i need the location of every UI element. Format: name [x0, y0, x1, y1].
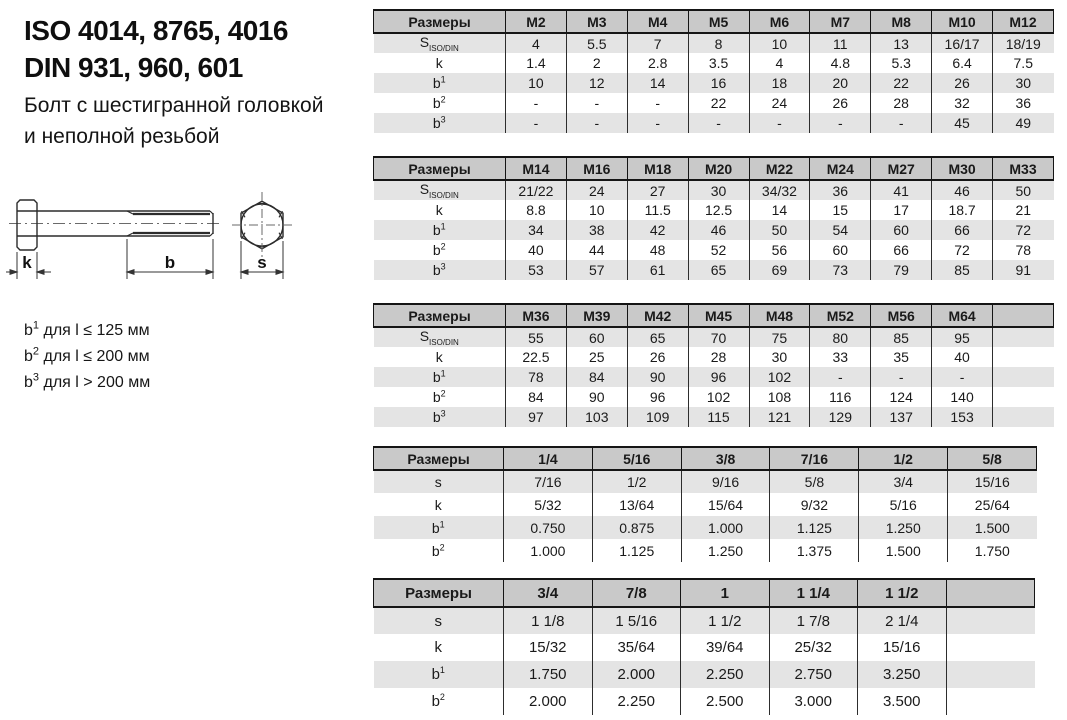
table-cell: 13 — [871, 33, 932, 53]
column-header: M30 — [932, 157, 993, 180]
table-cell: 116 — [810, 387, 871, 407]
table-cell: 2.500 — [681, 688, 770, 715]
table-cell: 1.750 — [948, 539, 1037, 562]
table-cell: - — [932, 367, 993, 387]
table-header-row — [374, 447, 1037, 470]
product-name-line-2: и неполной резьбой — [24, 125, 220, 148]
table-cell: 65 — [627, 327, 688, 347]
column-header: M56 — [871, 304, 932, 327]
table-cell — [993, 347, 1054, 367]
table-cell — [993, 367, 1054, 387]
table-cell: 8 — [688, 33, 749, 53]
table-cell: 1.375 — [770, 539, 859, 562]
row-label: $b^3$ — [432, 114, 446, 131]
table-cell: - — [627, 113, 688, 133]
column-header: 5/8 — [948, 447, 1037, 470]
table-cell: 17 — [871, 200, 932, 220]
table-row — [374, 493, 1037, 516]
column-header: M45 — [688, 304, 749, 327]
table-cell: 40 — [506, 240, 567, 260]
table-cell: 24 — [566, 180, 627, 200]
table-cell: 15 — [810, 200, 871, 220]
table-row — [374, 53, 1054, 73]
table-cell: - — [506, 113, 567, 133]
table-cell: 1.4 — [506, 53, 567, 73]
table-cell: 2.000 — [592, 661, 681, 688]
table-cell: 1.500 — [859, 539, 948, 562]
table-cell: 1 7/8 — [769, 607, 858, 634]
table-cell: 108 — [749, 387, 810, 407]
table-cell — [946, 688, 1035, 715]
table-cell — [993, 387, 1054, 407]
table-cell — [993, 327, 1054, 347]
table-cell: - — [871, 113, 932, 133]
column-header: 7/16 — [770, 447, 859, 470]
table-cell: 44 — [566, 240, 627, 260]
table-cell: 15/64 — [681, 493, 770, 516]
table-row — [374, 200, 1054, 220]
table-cell: - — [688, 113, 749, 133]
table-cell: - — [506, 93, 567, 113]
row-label: $b^3$ — [432, 408, 446, 425]
table-cell: 20 — [810, 73, 871, 93]
table-cell: 12.5 — [688, 200, 749, 220]
table-cell: 85 — [871, 327, 932, 347]
table-cell: 85 — [932, 260, 993, 280]
table-cell: 1.000 — [681, 516, 770, 539]
table-cell: 2.750 — [769, 661, 858, 688]
table-cell: 2.250 — [681, 661, 770, 688]
column-header: M16 — [566, 157, 627, 180]
table-cell: 27 — [627, 180, 688, 200]
row-label: s — [434, 474, 442, 490]
table-cell: - — [566, 113, 627, 133]
table-cell: 1.250 — [681, 539, 770, 562]
table-cell: 30 — [688, 180, 749, 200]
table-cell: 121 — [749, 407, 810, 427]
table-cell: 1/2 — [592, 470, 681, 493]
table-cell: 22 — [871, 73, 932, 93]
dimensions-table-m2-m12 — [373, 9, 1054, 133]
column-header: M10 — [932, 10, 993, 33]
table-cell: 69 — [749, 260, 810, 280]
row-label: $b^2$ — [431, 692, 445, 710]
table-cell: - — [627, 93, 688, 113]
column-header: M64 — [932, 304, 993, 327]
row-label: $S_{ISO/DIN}$ — [419, 34, 459, 53]
table-cell: 1.000 — [504, 539, 593, 562]
row-label: k — [434, 639, 442, 656]
table-cell — [993, 407, 1054, 427]
size-column-header: Размеры — [374, 10, 506, 33]
table-cell: 60 — [566, 327, 627, 347]
table-row — [374, 367, 1054, 387]
dimensions-table-m36-m64 — [373, 303, 1054, 427]
table-cell: 30 — [993, 73, 1054, 93]
table-cell: 50 — [749, 220, 810, 240]
row-label: $S_{ISO/DIN}$ — [419, 181, 459, 200]
table-cell: - — [810, 367, 871, 387]
table-cell: 96 — [688, 367, 749, 387]
table-cell: 41 — [871, 180, 932, 200]
table-cell: 78 — [993, 240, 1054, 260]
table-cell: 28 — [688, 347, 749, 367]
table-cell: 46 — [932, 180, 993, 200]
bolt-head-side-view — [17, 200, 37, 250]
column-header: M20 — [688, 157, 749, 180]
table-cell: 80 — [810, 327, 871, 347]
table-cell: 2.8 — [627, 53, 688, 73]
table-row — [374, 113, 1054, 133]
column-header: M8 — [871, 10, 932, 33]
column-header: 1 1/2 — [858, 579, 947, 607]
table-cell: 18/19 — [993, 33, 1054, 53]
table-cell: 54 — [810, 220, 871, 240]
table-cell: 25/64 — [948, 493, 1037, 516]
column-header: 1 1/4 — [769, 579, 858, 607]
table-cell: 7 — [627, 33, 688, 53]
table-cell: 2 — [566, 53, 627, 73]
table-cell: 1.125 — [770, 516, 859, 539]
table-cell: 124 — [871, 387, 932, 407]
column-header: M12 — [993, 10, 1054, 33]
table-cell: 153 — [932, 407, 993, 427]
table-cell: 7.5 — [993, 53, 1054, 73]
table-cell: 48 — [627, 240, 688, 260]
row-label: $b^2$ — [432, 388, 446, 405]
dimensions-table-inch-small — [373, 446, 1037, 562]
table-row — [374, 661, 1035, 688]
column-header: M6 — [749, 10, 810, 33]
table-cell: 15/16 — [858, 634, 947, 661]
table-cell: 6.4 — [932, 53, 993, 73]
table-cell: 75 — [749, 327, 810, 347]
table-cell: 26 — [932, 73, 993, 93]
table-cell: 3/4 — [859, 470, 948, 493]
size-column-header: Размеры — [374, 579, 504, 607]
column-header: M39 — [566, 304, 627, 327]
table-cell: 7/16 — [504, 470, 593, 493]
table-cell: 38 — [566, 220, 627, 240]
row-label: $b^2$ — [431, 541, 445, 559]
row-label: k — [435, 55, 443, 71]
column-header: 3/4 — [504, 579, 593, 607]
row-label: $b^3$ — [432, 261, 446, 278]
table-row — [374, 33, 1054, 53]
table-cell: 84 — [506, 387, 567, 407]
table-cell: 35 — [871, 347, 932, 367]
column-header: M22 — [749, 157, 810, 180]
table-cell: 3.5 — [688, 53, 749, 73]
table-cell: 115 — [688, 407, 749, 427]
table-cell: 39/64 — [681, 634, 770, 661]
column-header — [993, 304, 1054, 327]
table-cell: 72 — [993, 220, 1054, 240]
column-header: M48 — [749, 304, 810, 327]
table-cell: 25 — [566, 347, 627, 367]
table-row — [374, 180, 1054, 200]
table-cell: 45 — [932, 113, 993, 133]
footnote-b2: $b^2$ для l ≤ 200 мм — [24, 345, 150, 365]
table-cell: 70 — [688, 327, 749, 347]
table-cell: - — [566, 93, 627, 113]
dimension-label-s: s — [257, 253, 267, 272]
table-cell: 5/16 — [859, 493, 948, 516]
table-header-row — [374, 10, 1054, 33]
table-cell: 10 — [566, 200, 627, 220]
table-cell: 65 — [688, 260, 749, 280]
product-name-line-1: Болт с шестигранной головкой — [24, 94, 324, 117]
table-cell: 2.250 — [592, 688, 681, 715]
column-header: 3/8 — [681, 447, 770, 470]
table-cell: 5.3 — [871, 53, 932, 73]
table-cell: 12 — [566, 73, 627, 93]
row-label: $S_{ISO/DIN}$ — [419, 328, 459, 347]
footnote-b3: $b^3$ для l > 200 мм — [24, 371, 151, 391]
dimensions-table-inch-large — [373, 578, 1035, 715]
table-cell: 2 1/4 — [858, 607, 947, 634]
column-header: M4 — [627, 10, 688, 33]
column-header — [946, 579, 1035, 607]
table-header-row — [374, 304, 1054, 327]
table-cell: 32 — [932, 93, 993, 113]
table-cell: 3.000 — [769, 688, 858, 715]
table-cell: 10 — [506, 73, 567, 93]
table-cell: 66 — [871, 240, 932, 260]
table-row — [374, 93, 1054, 113]
dimensions-table-m14-m33 — [373, 156, 1054, 280]
standards-title — [24, 12, 288, 86]
table-cell: 9/16 — [681, 470, 770, 493]
table-row — [374, 634, 1035, 661]
table-cell: 18 — [749, 73, 810, 93]
table-cell: 18.7 — [932, 200, 993, 220]
table-cell: 78 — [506, 367, 567, 387]
row-label: $b^2$ — [432, 94, 446, 111]
table-cell: 56 — [749, 240, 810, 260]
row-label: $b^1$ — [431, 518, 445, 536]
table-cell: 72 — [932, 240, 993, 260]
table-cell: 61 — [627, 260, 688, 280]
column-header: 1 — [681, 579, 770, 607]
table-cell: 21 — [993, 200, 1054, 220]
table-row — [374, 539, 1037, 562]
footnotes — [24, 318, 150, 396]
table-row — [374, 407, 1054, 427]
table-cell: 129 — [810, 407, 871, 427]
row-label: k — [435, 202, 443, 218]
table-cell: 22.5 — [506, 347, 567, 367]
table-cell: 84 — [566, 367, 627, 387]
table-row — [374, 327, 1054, 347]
table-cell: - — [810, 113, 871, 133]
bolt-technical-drawing — [6, 183, 358, 325]
table-cell: 15/16 — [948, 470, 1037, 493]
table-row — [374, 240, 1054, 260]
table-row — [374, 607, 1035, 634]
table-cell: 3.500 — [858, 688, 947, 715]
table-cell: 5/8 — [770, 470, 859, 493]
dimension-label-b: b — [164, 253, 176, 272]
table-row — [374, 220, 1054, 240]
column-header: M5 — [688, 10, 749, 33]
table-cell: 28 — [871, 93, 932, 113]
table-cell — [946, 607, 1035, 634]
row-label: $b^1$ — [432, 368, 446, 385]
product-name — [24, 90, 323, 152]
table-row — [374, 260, 1054, 280]
table-cell: 4 — [749, 53, 810, 73]
footnote-b1: $b^1$ для l ≤ 125 мм — [24, 319, 150, 339]
table-cell: 16 — [688, 73, 749, 93]
table-cell: 36 — [810, 180, 871, 200]
column-header: 1/2 — [859, 447, 948, 470]
din-standards-line: DIN 931, 960, 601 — [24, 52, 243, 83]
table-cell: 36 — [993, 93, 1054, 113]
table-cell: 0.875 — [592, 516, 681, 539]
iso-standards-line: ISO 4014, 8765, 4016 — [24, 15, 288, 46]
table-cell: 4 — [506, 33, 567, 53]
table-cell: 30 — [749, 347, 810, 367]
column-header: M52 — [810, 304, 871, 327]
table-cell: 53 — [506, 260, 567, 280]
column-header: M14 — [506, 157, 567, 180]
size-column-header: Размеры — [374, 304, 506, 327]
table-row — [374, 516, 1037, 539]
table-cell: 1 5/16 — [592, 607, 681, 634]
column-header: M7 — [810, 10, 871, 33]
size-column-header: Размеры — [374, 157, 506, 180]
table-header-row — [374, 157, 1054, 180]
row-label: s — [434, 612, 442, 630]
table-cell: 14 — [627, 73, 688, 93]
table-cell: 0.750 — [504, 516, 593, 539]
column-header: 1/4 — [504, 447, 593, 470]
column-header: M33 — [993, 157, 1054, 180]
table-cell: 73 — [810, 260, 871, 280]
table-cell: 57 — [566, 260, 627, 280]
table-cell: 90 — [627, 367, 688, 387]
size-column-header: Размеры — [374, 447, 504, 470]
table-cell: 4.8 — [810, 53, 871, 73]
column-header: M27 — [871, 157, 932, 180]
row-label: $b^1$ — [432, 221, 446, 238]
table-cell: 96 — [627, 387, 688, 407]
column-header: 5/16 — [592, 447, 681, 470]
table-cell: 26 — [627, 347, 688, 367]
table-cell: 1.750 — [504, 661, 593, 688]
table-cell: 49 — [993, 113, 1054, 133]
table-cell: 102 — [688, 387, 749, 407]
table-cell: 35/64 — [592, 634, 681, 661]
row-label: $b^1$ — [432, 74, 446, 91]
table-cell: 140 — [932, 387, 993, 407]
table-cell: 1 1/2 — [681, 607, 770, 634]
table-cell: 8.8 — [506, 200, 567, 220]
table-row — [374, 470, 1037, 493]
table-cell: - — [749, 113, 810, 133]
column-header: 7/8 — [592, 579, 681, 607]
table-cell: 91 — [993, 260, 1054, 280]
row-label: $b^1$ — [431, 665, 445, 683]
table-row — [374, 73, 1054, 93]
table-cell: 137 — [871, 407, 932, 427]
table-cell: - — [871, 367, 932, 387]
table-row — [374, 347, 1054, 367]
column-header: M36 — [506, 304, 567, 327]
table-cell: 3.250 — [858, 661, 947, 688]
table-cell: 2.000 — [504, 688, 593, 715]
row-label: k — [435, 349, 443, 365]
table-cell: 9/32 — [770, 493, 859, 516]
row-label: $b^2$ — [432, 241, 446, 258]
table-cell: 34/32 — [749, 180, 810, 200]
table-cell: 102 — [749, 367, 810, 387]
table-cell: 109 — [627, 407, 688, 427]
table-cell: 40 — [932, 347, 993, 367]
column-header: M2 — [506, 10, 567, 33]
dimension-label-k: k — [22, 253, 32, 272]
table-cell: 21/22 — [506, 180, 567, 200]
table-cell: 42 — [627, 220, 688, 240]
row-label: k — [434, 496, 442, 513]
table-cell: 52 — [688, 240, 749, 260]
table-cell — [946, 634, 1035, 661]
table-cell: 66 — [932, 220, 993, 240]
table-cell — [946, 661, 1035, 688]
column-header: M3 — [566, 10, 627, 33]
table-cell: 25/32 — [769, 634, 858, 661]
table-cell: 90 — [566, 387, 627, 407]
table-cell: 46 — [688, 220, 749, 240]
table-cell: 5/32 — [504, 493, 593, 516]
table-cell: 1 1/8 — [504, 607, 593, 634]
table-cell: 15/32 — [504, 634, 593, 661]
table-cell: 60 — [810, 240, 871, 260]
table-cell: 33 — [810, 347, 871, 367]
table-cell: 11.5 — [627, 200, 688, 220]
table-cell: 14 — [749, 200, 810, 220]
table-cell: 11 — [810, 33, 871, 53]
column-header: M18 — [627, 157, 688, 180]
table-cell: 79 — [871, 260, 932, 280]
table-cell: 5.5 — [566, 33, 627, 53]
table-row — [374, 688, 1035, 715]
table-cell: 55 — [506, 327, 567, 347]
table-row — [374, 387, 1054, 407]
table-cell: 22 — [688, 93, 749, 113]
table-cell: 26 — [810, 93, 871, 113]
table-cell: 50 — [993, 180, 1054, 200]
table-header-row — [374, 579, 1035, 607]
table-cell: 13/64 — [592, 493, 681, 516]
table-cell: 1.250 — [859, 516, 948, 539]
column-header: M42 — [627, 304, 688, 327]
table-cell: 10 — [749, 33, 810, 53]
table-cell: 34 — [506, 220, 567, 240]
table-cell: 97 — [506, 407, 567, 427]
table-cell: 1.500 — [948, 516, 1037, 539]
table-cell: 16/17 — [932, 33, 993, 53]
table-cell: 103 — [566, 407, 627, 427]
table-cell: 1.125 — [592, 539, 681, 562]
table-cell: 95 — [932, 327, 993, 347]
table-cell: 24 — [749, 93, 810, 113]
table-cell: 60 — [871, 220, 932, 240]
column-header: M24 — [810, 157, 871, 180]
